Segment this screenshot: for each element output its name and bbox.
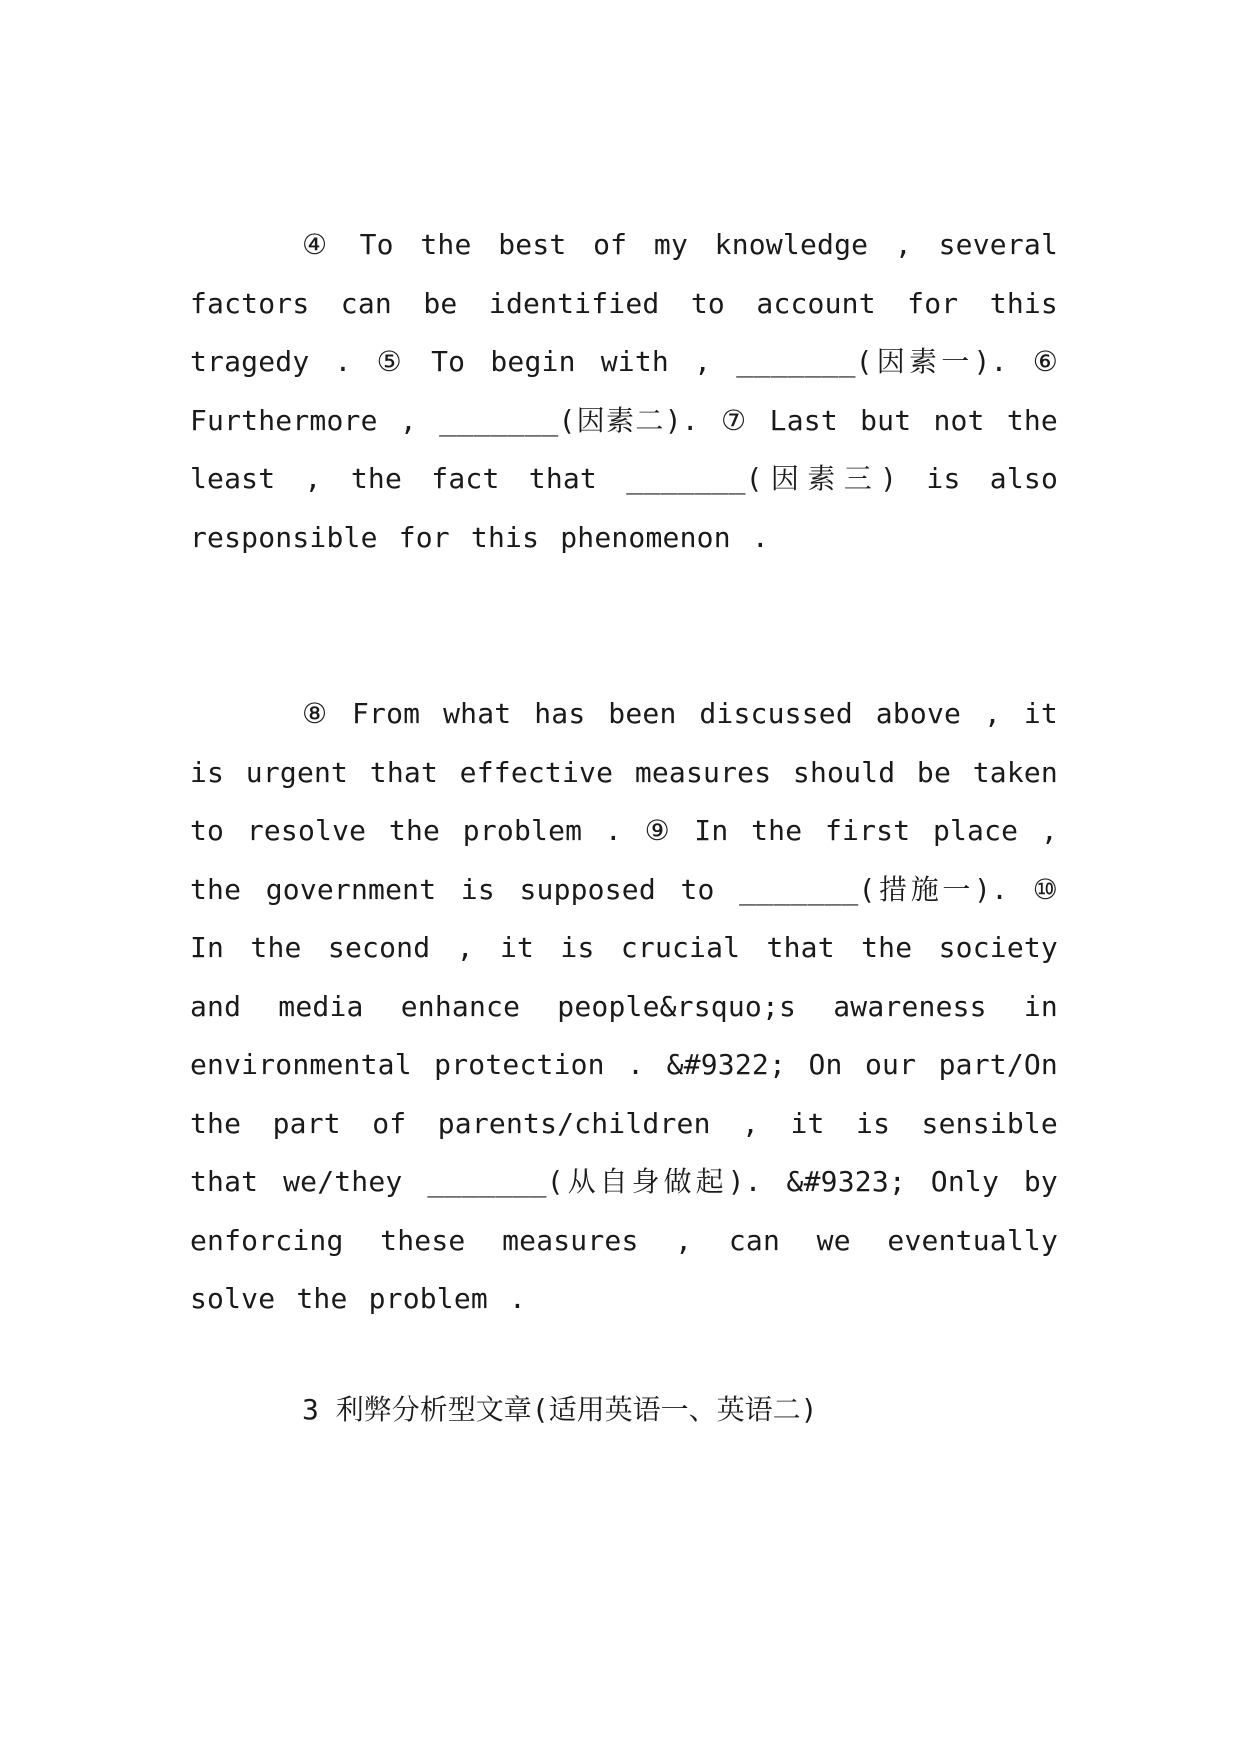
section-heading: 3 利弊分析型文章(适用英语一、英语二): [302, 1393, 818, 1426]
paragraph-causes: ④ To the best of my knowledge , several factors can be identified to account for this tragedy . ⑤ To begin with , _______(因素一). ⑥ Furthermore , _______(因素二). ⑦ Last but not the least , the fact that _______(因素三) is also responsible for this phenomenon .: [190, 228, 1058, 554]
paragraph-measures: ⑧ From what has been discussed above , it is urgent that effective measures should be taken to resolve the problem . ⑨ In the first place , the government is supposed to _______(措施一). ⑩ In the second , it is crucial that the society and media enhance people&rsquo;s awareness in environmental protection . &#9322; On our part/On the part of parents/children , it is sensible that we/they _______(从自身做起). &#9323; Only by enforcing these measures , can we eventually solve the problem .: [190, 697, 1058, 1315]
